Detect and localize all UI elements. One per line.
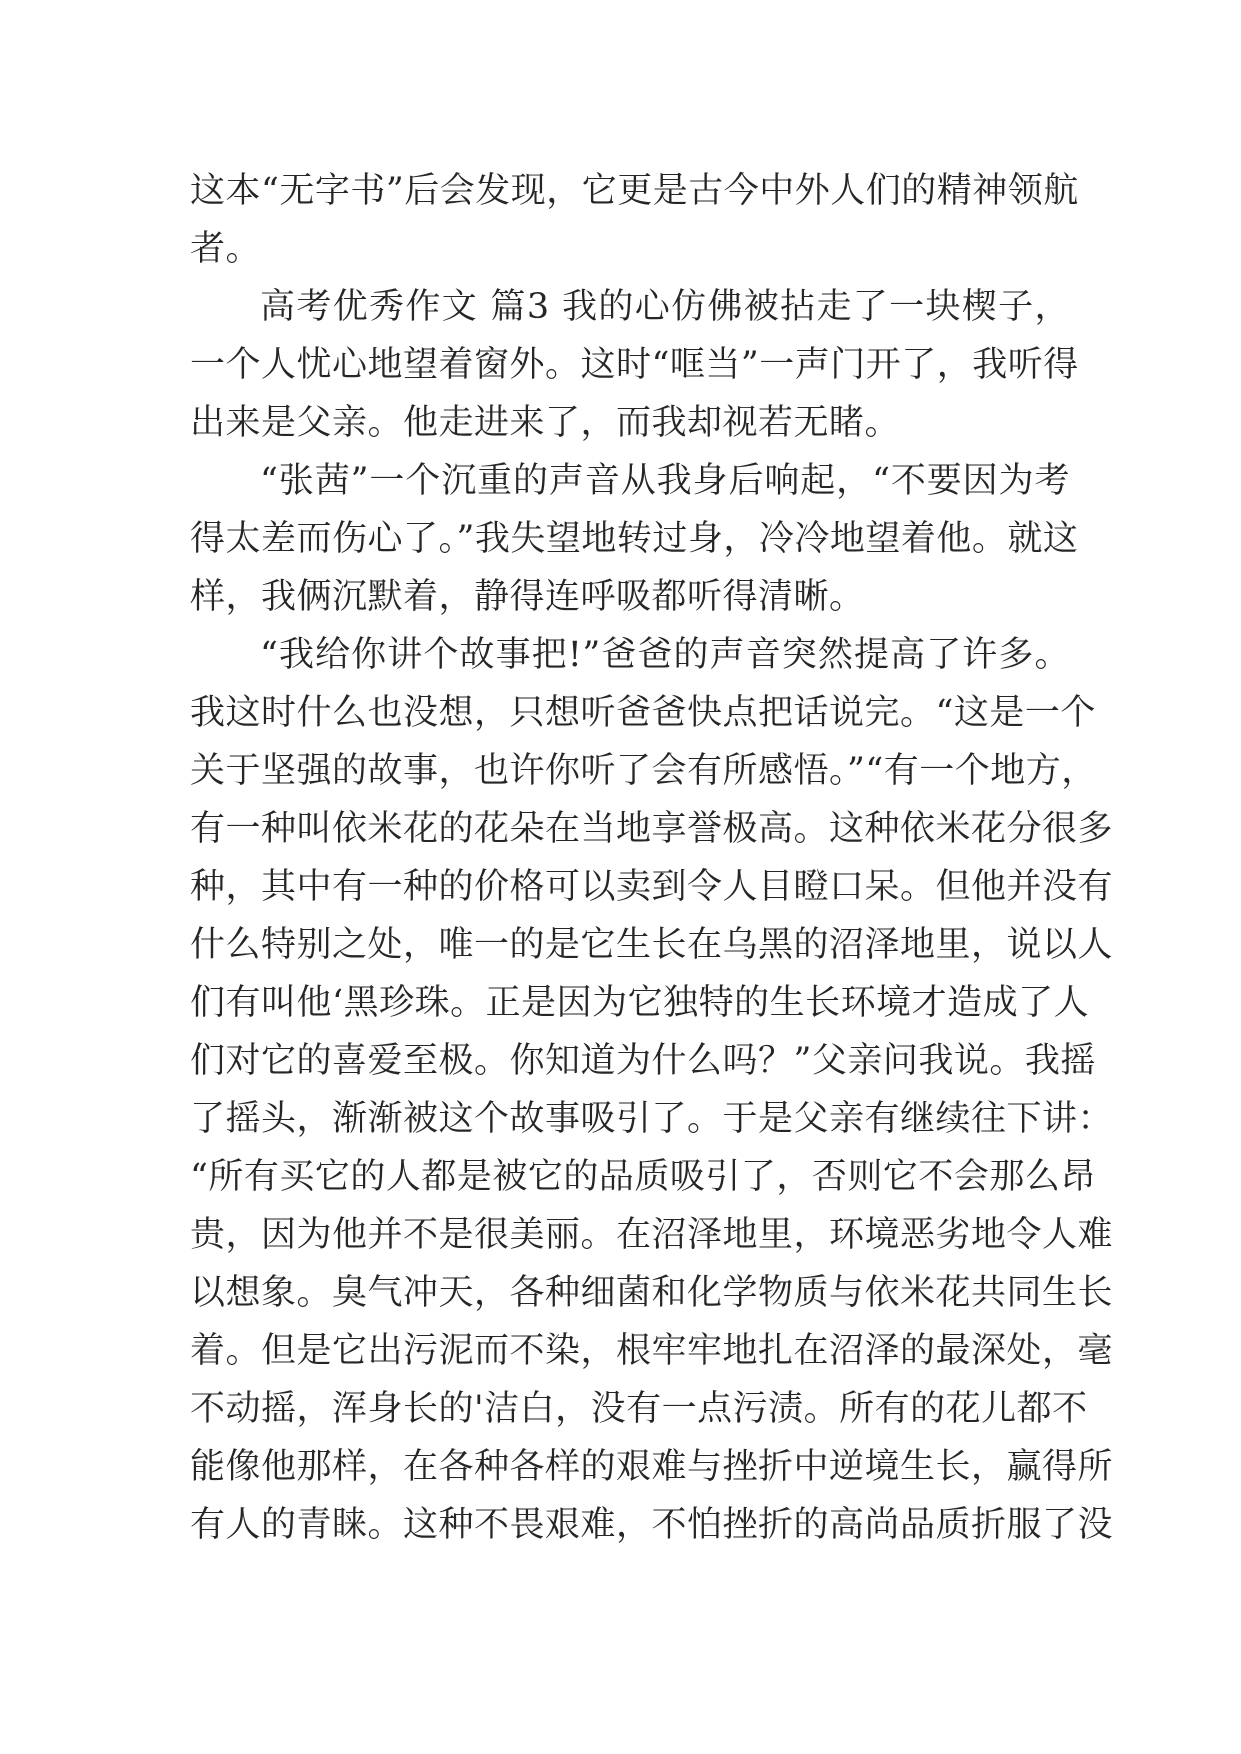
body-text [190, 162, 1114, 1554]
text-line: 关于坚强的故事，也许你听了会有所感悟。”“有一个地方， [190, 751, 1097, 791]
text-line: 得太差而伤心了。”我失望地转过身，冷冷地望着他。就这 [190, 519, 1079, 559]
text-line: 这本“无字书”后会发现，它更是古今中外人们的精神领航 [190, 171, 1079, 211]
text-line: 们对它的喜爱至极。你知道为什么吗？”父亲问我说。我摇 [190, 1041, 1096, 1081]
text-line: 我这时什么也没想，只想听爸爸快点把话说完。“这是一个 [190, 693, 1096, 733]
text-line: “张茜”一个沉重的声音从我身后响起，“不要因为考 [260, 461, 1070, 501]
text-line: 样，我俩沉默着，静得连呼吸都听得清晰。 [190, 577, 865, 617]
text-line: “我给你讲个故事把!”爸爸的声音突然提高了许多。 [260, 635, 1070, 675]
text-line: 不动摇，浑身长的'洁白，没有一点污渍。所有的花儿都不 [190, 1389, 1088, 1429]
text-line: 着。但是它出污泥而不染，根牢牢地扎在沼泽的最深处，毫 [190, 1331, 1114, 1371]
text-line: 出来是父亲。他走进来了，而我却视若无睹。 [190, 403, 901, 443]
text-line: 一个人忧心地望着窗外。这时“哐当”一声门开了，我听得 [190, 345, 1079, 385]
text-line: 能像他那样，在各种各样的艰难与挫折中逆境生长，赢得所 [190, 1447, 1114, 1487]
text-line: 们有叫他‘黑珍珠。正是因为它独特的生长环境才造成了人 [190, 983, 1090, 1023]
text-line: 贵，因为他并不是很美丽。在沼泽地里，环境恶劣地令人难 [190, 1215, 1114, 1255]
text-line: 种，其中有一种的价格可以卖到令人目瞪口呆。但他并没有 [190, 867, 1114, 907]
text-line: 有一种叫依米花的花朵在当地享誉极高。这种依米花分很多 [190, 809, 1114, 849]
text-line: 了摇头，渐渐被这个故事吸引了。于是父亲有继续往下讲： [190, 1099, 1114, 1139]
text-line: 者。 [190, 229, 262, 269]
text-line: “所有买它的人都是被它的品质吸引了，否则它不会那么昂 [190, 1157, 1096, 1197]
text-line: 什么特别之处，唯一的是它生长在乌黑的沼泽地里，说以人 [190, 925, 1114, 965]
text-line: 有人的青睐。这种不畏艰难，不怕挫折的高尚品质折服了没 [190, 1505, 1114, 1545]
section-heading-line: 高考优秀作文 篇3 我的心仿佛被拈走了一块楔子， [260, 287, 1070, 327]
text-line: 以想象。臭气冲天，各种细菌和化学物质与依米花共同生长 [190, 1273, 1114, 1313]
